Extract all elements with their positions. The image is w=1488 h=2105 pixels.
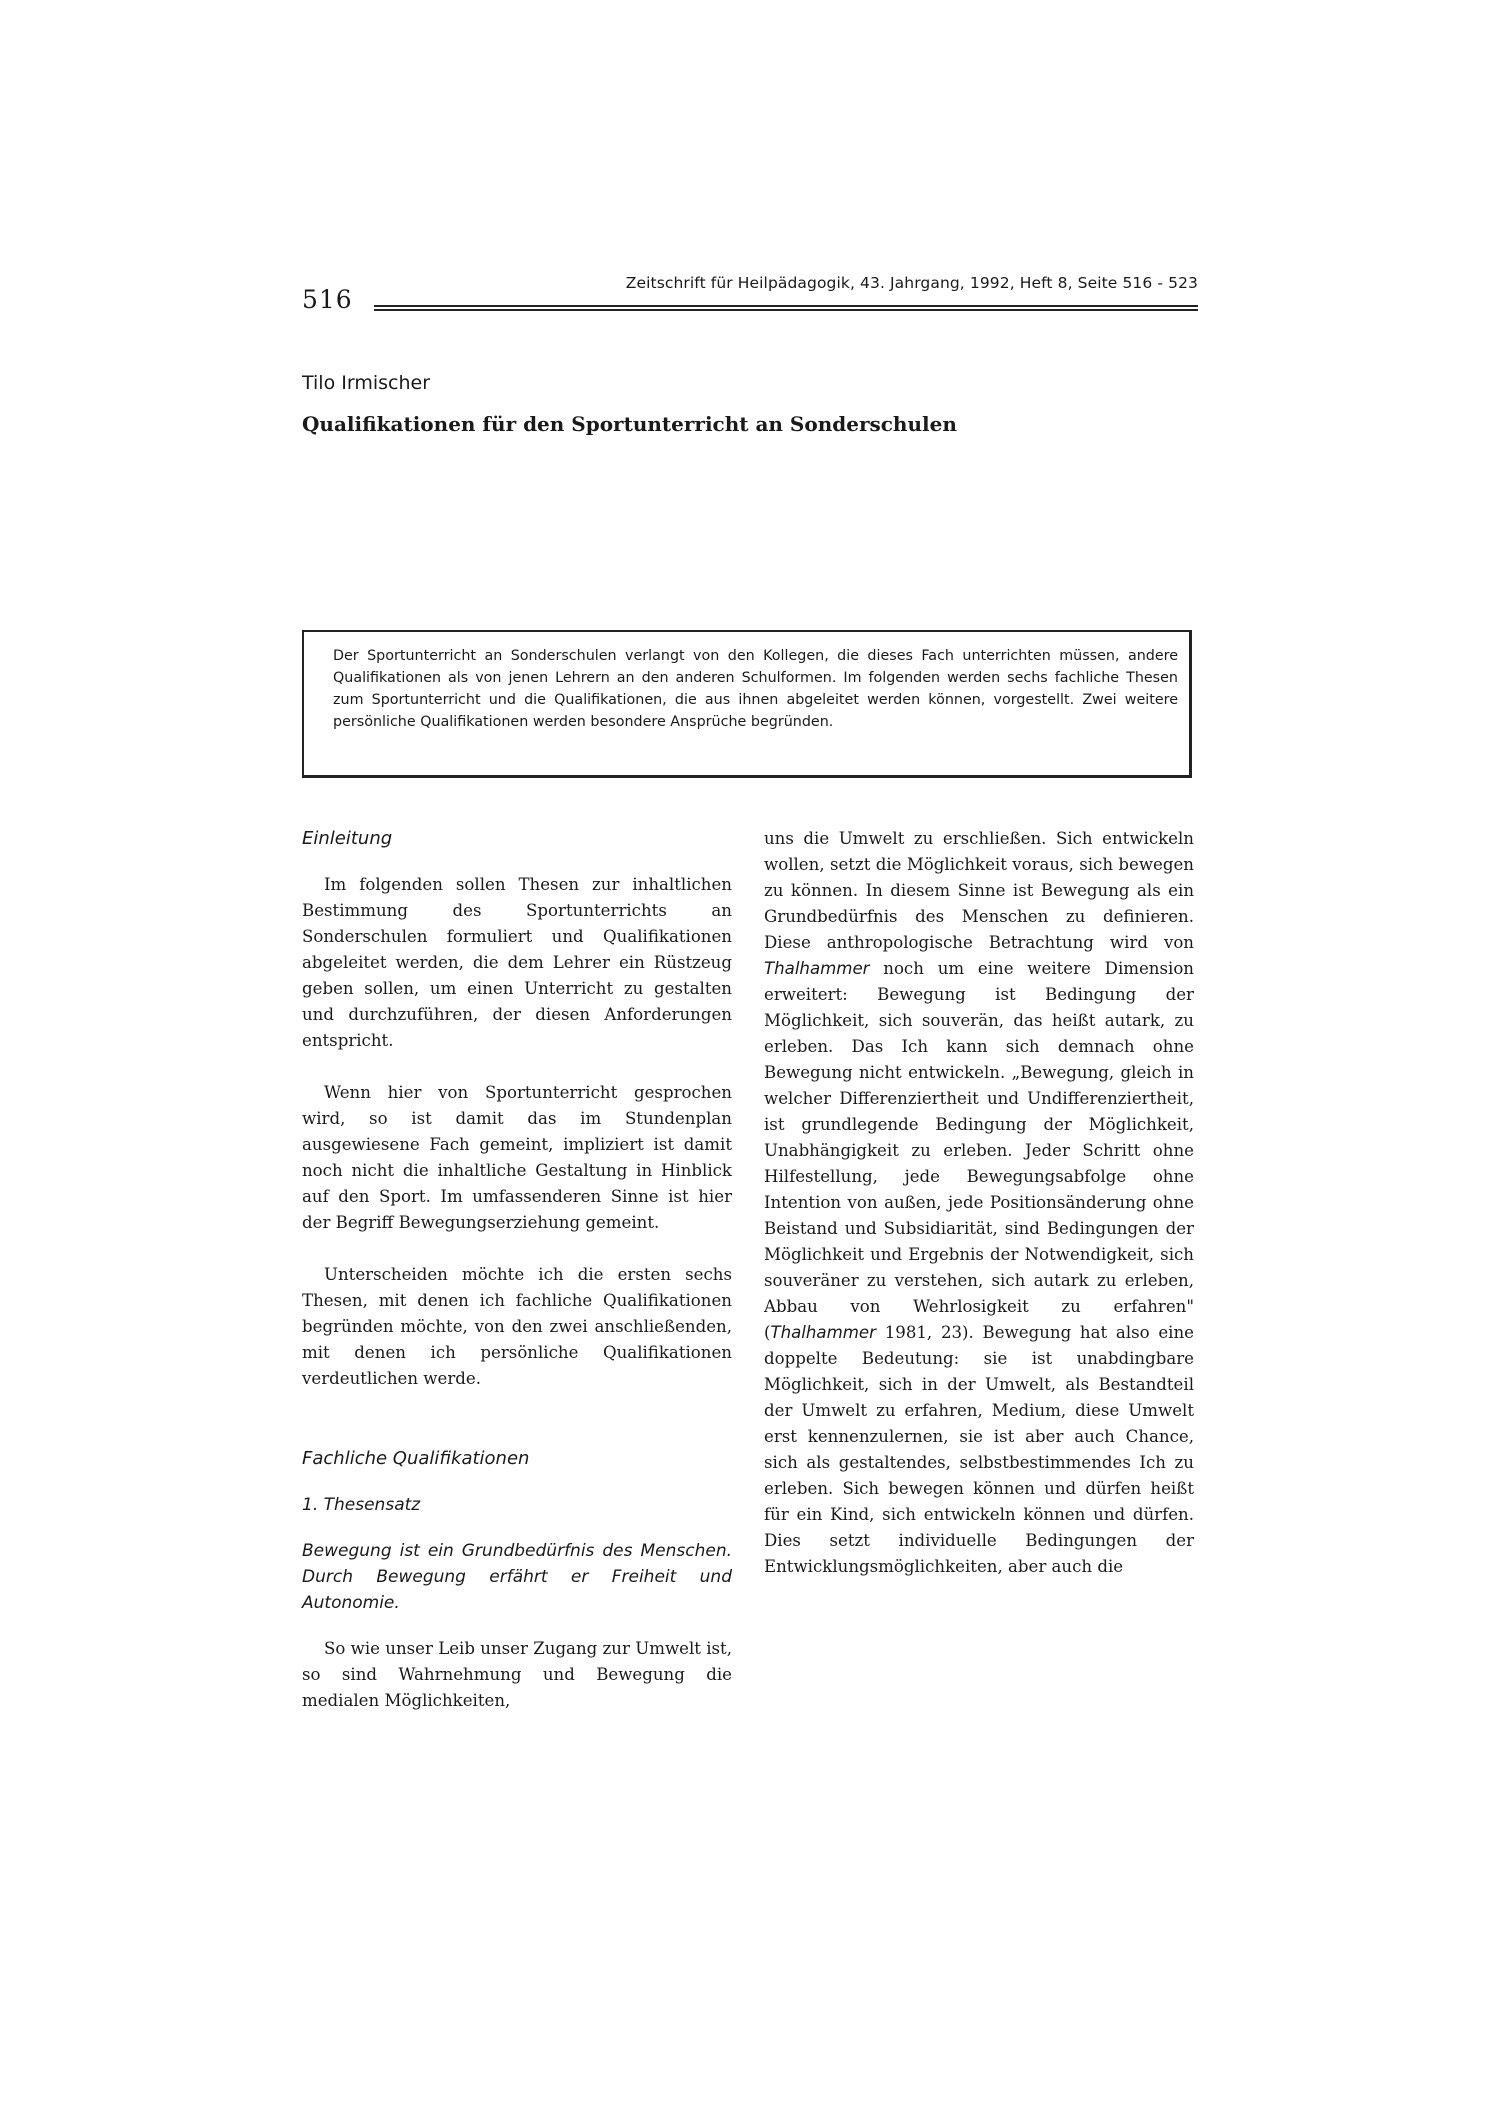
body-paragraph: So wie unser Leib unser Zugang zur Umwelt ist, so sind Wahrnehmung und Bewegung die medialen Möglichkeiten,	[302, 1639, 732, 1710]
body-paragraph-continued	[764, 826, 1194, 1580]
section-heading-qualifications: Fachliche Qualifikationen	[302, 1448, 530, 1469]
article-title: Qualifikationen für den Sportunterricht an Sonderschulen	[302, 412, 957, 436]
cited-author: Thalhammer	[764, 959, 870, 978]
right-column	[764, 826, 1194, 1580]
abstract-text: Der Sportunterricht an Sonderschulen verlangt von den Kollegen, die dieses Fach unterrichten müssen, andere Qualifikationen als von jenen Lehrern an den anderen Schulformen. Im folgenden werden sechs fachliche Thesen zum Sportunterricht und die Qualifikationen, die aus ihnen abgeleitet werden können, vorgestellt. Zwei weitere persönliche Qualifikationen werden besondere Ansprüche begründen.	[333, 648, 1178, 730]
text-run: 1981, 23). Bewegung hat also eine doppelte Bedeutung: sie ist unabdingbare Möglichkeit, sich in der Umwelt, als Bestandteil der Umwelt zu erfahren, Medium, diese Umwelt erst kennenzulernen, sie ist aber auch Chance, sich als gestaltendes, selbstbestimmendes Ich zu erleben. Sich bewegen können und dürfen heißt für ein Kind, sich entwickeln können und dürfen. Dies setzt individuelle Bedingungen der Entwicklungsmöglichkeiten, aber auch die	[764, 1323, 1194, 1576]
body-paragraph: Unterscheiden möchte ich die ersten sechs Thesen, mit denen ich fachliche Qualifikationen begründen möchte, von den zwei anschließenden, mit denen ich persönliche Qualifikationen verdeutlichen werde.	[302, 1265, 732, 1388]
section-heading-intro: Einleitung	[302, 828, 393, 849]
body-paragraph: Wenn hier von Sportunterricht gesprochen wird, so ist damit das im Stundenplan ausgewiesene Fach gemeint, impliziert ist damit noch nicht die inhaltliche Gestaltung in Hinblick auf den Sport. Im umfassenderen Sinne ist hier der Begriff Bewegungserziehung gemeint.	[302, 1083, 732, 1232]
text-run: uns die Umwelt zu erschließen. Sich entwickeln wollen, setzt die Möglichkeit voraus, sich bewegen zu können. In diesem Sinne ist Bewegung als ein Grundbedürfnis des Menschen zu definieren. Diese anthropologische Betrachtung wird von	[764, 829, 1194, 952]
header-rule	[374, 305, 1198, 311]
cited-author: Thalhammer	[770, 1323, 876, 1342]
running-header: Zeitschrift für Heilpädagogik, 43. Jahrgang, 1992, Heft 8, Seite 516 - 523	[625, 274, 1198, 292]
author-name: Tilo Irmischer	[302, 372, 430, 394]
text-run: noch um eine weitere Dimension erweitert: Bewegung ist Bedingung der Möglichkeit, sich souverän, das heißt autark, zu erleben. Das Ich kann sich demnach ohne Bewegung nicht entwickeln. „Bewegung, gleich in welcher Differenziertheit und Undifferenziertheit, ist grundlegende Bedingung der Möglichkeit, Unabhängigkeit zu erleben. Jeder Schritt ohne Hilfestellung, jede Bewegungsabfolge ohne Intention von außen, jede Positionsänderung ohne Beistand und Subsidiarität, sind Bedingungen der Möglichkeit und Ergebnis der Notwendigkeit, sich souveräner zu verstehen, sich autark zu erleben, Abbau von Wehrlosigkeit zu erfahren" (	[764, 959, 1194, 1342]
left-column	[302, 826, 732, 1714]
thesis-heading: 1. Thesensatz	[302, 1495, 421, 1515]
body-paragraph: Im folgenden sollen Thesen zur inhaltlichen Bestimmung des Sportunterrichts an Sonderschulen formuliert und Qualifikationen abgeleitet werden, die dem Lehrer ein Rüstzeug geben sollen, um einen Unterricht zu gestalten und durchzuführen, der diesen Anforderungen entspricht.	[302, 875, 732, 1050]
thesis-statement: Bewegung ist ein Grundbedürfnis des Menschen. Durch Bewegung erfährt er Freiheit und Autonomie.	[302, 1541, 732, 1613]
page-number: 516	[302, 285, 353, 314]
